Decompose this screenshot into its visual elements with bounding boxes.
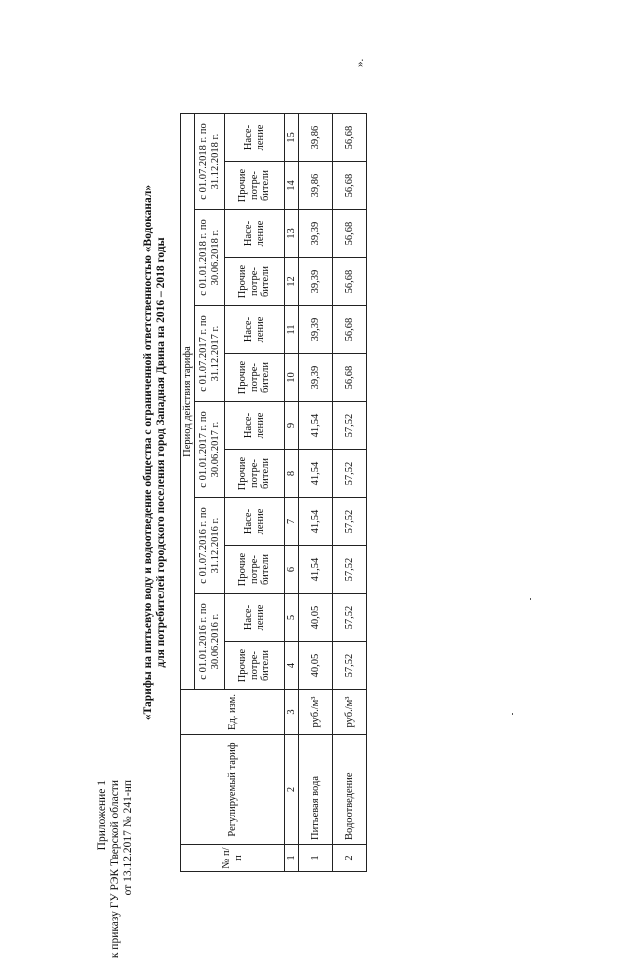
consumer-other: Прочие потре-бители [225, 450, 285, 498]
value-cell: 57,52 [333, 546, 367, 594]
scan-speck [530, 598, 531, 600]
value-cell: 56,68 [333, 306, 367, 354]
value-cell: 56,68 [333, 114, 367, 162]
header-tariff: Регулируемый тариф [181, 735, 285, 845]
column-number: 13 [285, 210, 299, 258]
column-number-row [285, 114, 299, 872]
header-period: Период действия тарифа [181, 114, 195, 690]
consumer-population: Насе-ление [225, 210, 285, 258]
column-number: 6 [285, 546, 299, 594]
consumer-population: Насе-ление [225, 402, 285, 450]
value-cell: 41,54 [299, 450, 333, 498]
value-cell: 39,86 [299, 162, 333, 210]
table-row [333, 114, 367, 872]
value-cell: 41,54 [299, 498, 333, 546]
unit-cell: руб./м³ [299, 690, 333, 735]
column-number: 2 [285, 735, 299, 845]
table-row [299, 114, 333, 872]
value-cell: 39,39 [299, 210, 333, 258]
value-cell: 39,39 [299, 306, 333, 354]
closing-quote-mark: ». [354, 58, 366, 67]
column-number: 11 [285, 306, 299, 354]
period-cell: с 01.01.2016 г. по 30.06.2016 г. [195, 594, 225, 690]
period-cell: с 01.07.2017 г. по 31.12.2017 г. [195, 306, 225, 402]
consumer-other: Прочие потре-бители [225, 354, 285, 402]
column-number: 10 [285, 354, 299, 402]
value-cell: 56,68 [333, 162, 367, 210]
column-number: 1 [285, 845, 299, 872]
value-cell: 56,68 [333, 258, 367, 306]
period-cell: с 01.01.2018 г. по 30.06.2018 г. [195, 210, 225, 306]
column-number: 8 [285, 450, 299, 498]
column-number: 7 [285, 498, 299, 546]
document-title-line1: «Тарифы на питьевую воду и водоотведение общества с ограниченной ответственностью «Водоканал» [142, 184, 154, 721]
period-cell: с 01.07.2016 г. по 31.12.2016 г. [195, 498, 225, 594]
column-number: 4 [285, 642, 299, 690]
value-cell: 40,05 [299, 594, 333, 642]
value-cell: 56,68 [333, 210, 367, 258]
column-number: 15 [285, 114, 299, 162]
consumer-population: Насе-ление [225, 306, 285, 354]
value-cell: 41,54 [299, 402, 333, 450]
consumer-other: Прочие потре-бители [225, 546, 285, 594]
document-title-line2: для потребителей городского поселения город Западная Двина на 2016 – 2018 годы [155, 237, 167, 668]
value-cell: 40,05 [299, 642, 333, 690]
tariff-name: Водоотведение [333, 735, 367, 845]
appendix-label: Приложение 1 [96, 780, 108, 851]
period-cell: с 01.01.2017 г. по 30.06.2017 г. [195, 402, 225, 498]
consumer-population: Насе-ление [225, 498, 285, 546]
consumer-population: Насе-ление [225, 114, 285, 162]
column-number: 5 [285, 594, 299, 642]
row-number: 2 [333, 845, 367, 872]
column-number: 14 [285, 162, 299, 210]
column-number: 3 [285, 690, 299, 735]
column-number: 12 [285, 258, 299, 306]
value-cell: 39,39 [299, 354, 333, 402]
consumer-other: Прочие потре-бители [225, 258, 285, 306]
value-cell: 57,52 [333, 498, 367, 546]
tariff-name: Питьевая вода [299, 735, 333, 845]
value-cell: 57,52 [333, 402, 367, 450]
consumer-population: Насе-ление [225, 594, 285, 642]
consumer-other: Прочие потре-бители [225, 642, 285, 690]
order-reference: к приказу ГУ РЭК Тверской области [109, 780, 121, 958]
value-cell: 56,68 [333, 354, 367, 402]
consumer-other: Прочие потре-бители [225, 162, 285, 210]
scan-speck [512, 713, 513, 715]
value-cell: 57,52 [333, 594, 367, 642]
row-number: 1 [299, 845, 333, 872]
order-date-number: от 13.12.2017 № 241-нп [122, 780, 134, 896]
header-unit: Ед. изм. [181, 690, 285, 735]
period-cell: с 01.07.2018 г. по 31.12.2018 г. [195, 114, 225, 210]
value-cell: 41,54 [299, 546, 333, 594]
tariff-table [180, 113, 367, 872]
header-number: № п/п [181, 845, 285, 872]
column-number: 9 [285, 402, 299, 450]
value-cell: 39,86 [299, 114, 333, 162]
unit-cell: руб./м³ [333, 690, 367, 735]
value-cell: 39,39 [299, 258, 333, 306]
value-cell: 57,52 [333, 642, 367, 690]
table-header-row [181, 114, 195, 872]
value-cell: 57,52 [333, 450, 367, 498]
